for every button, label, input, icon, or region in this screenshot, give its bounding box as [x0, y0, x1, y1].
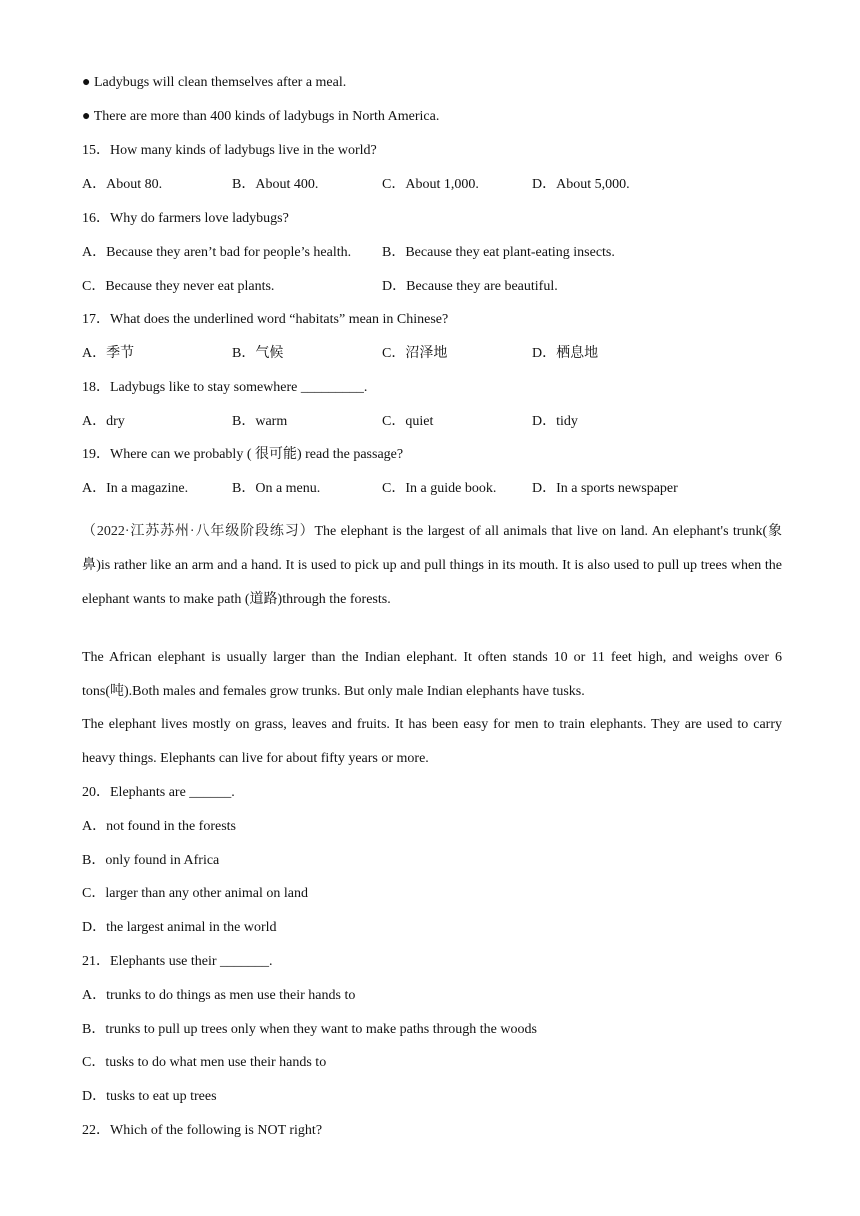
q18-option-d: D．tidy [532, 414, 578, 429]
q21-option-d: D．tusks to eat up trees [82, 1089, 217, 1104]
q19-option-a: A．In a magazine. [82, 481, 189, 496]
q18-option-b: B．warm [232, 414, 288, 429]
q15-option-b: B．About 400. [232, 177, 319, 192]
q20-option-a: A．not found in the forests [82, 819, 236, 834]
q18-option-a: A．dry [82, 414, 125, 429]
question-16: 16．Why do farmers love ladybugs? [82, 211, 289, 226]
q19-option-b: B．On a menu. [232, 481, 321, 496]
question-16-options-ab [82, 244, 782, 262]
question-15: 15．How many kinds of ladybugs live in the world? [82, 143, 377, 158]
passage-paragraph-1-text: The elephant is the largest of all animals that live on land. An elephant's trunk(象鼻)is rather like an arm and a hand. It is used to pick up and pull things in its mouth. It is also used to pull up trees when the elephant wants to make path (道路)through the forests. [82, 524, 782, 607]
question-17-options [82, 345, 782, 363]
question-20: 20．Elephants are ______. [82, 785, 235, 800]
q21-option-a: A．trunks to do things as men use their hands to [82, 988, 356, 1003]
question-16-options-cd [82, 278, 782, 296]
q17-option-b: B．气候 [232, 346, 284, 361]
q20-option-d: D．the largest animal in the world [82, 920, 277, 935]
question-21: 21．Elephants use their _______. [82, 954, 273, 969]
question-18: 18．Ladybugs like to stay somewhere _________. [82, 380, 368, 395]
q20-option-c: C．larger than any other animal on land [82, 886, 309, 901]
q18-option-c: C．quiet [382, 414, 434, 429]
q20-option-b: B．only found in Africa [82, 853, 220, 868]
q21-option-c: C．tusks to do what men use their hands to [82, 1055, 327, 1070]
passage-paragraph-1 [82, 515, 782, 617]
question-17: 17．What does the underlined word “habitats” mean in Chinese? [82, 312, 449, 327]
bullet-kinds-north-america: ● There are more than 400 kinds of ladybugs in North America. [82, 109, 440, 124]
question-19-options [82, 480, 782, 498]
passage-source: （2022·江苏苏州·八年级阶段练习） [82, 524, 315, 539]
q19-option-d: D．In a sports newspaper [532, 481, 678, 496]
question-15-options [82, 176, 782, 194]
q16-option-b: B．Because they eat plant-eating insects. [382, 245, 615, 260]
question-22: 22．Which of the following is NOT right? [82, 1123, 323, 1138]
q16-option-a: A．Because they aren’t bad for people’s health. [82, 245, 352, 260]
q17-option-c: C．沼泽地 [382, 346, 448, 361]
passage-paragraph-3: The elephant lives mostly on grass, leaves and fruits. It has been easy for men to train elephants. They are used to carry heavy things. Elephants can live for about fifty years or more. [82, 717, 782, 766]
q17-option-a: A．季节 [82, 346, 135, 361]
q15-option-d: D．About 5,000. [532, 177, 630, 192]
q16-option-d: D．Because they are beautiful. [382, 279, 558, 294]
q21-option-b: B．trunks to pull up trees only when they want to make paths through the woods [82, 1022, 537, 1037]
q15-option-a: A．About 80. [82, 177, 163, 192]
question-18-options [82, 413, 782, 431]
q15-option-c: C．About 1,000. [382, 177, 479, 192]
bullet-clean-after-meal: ● Ladybugs will clean themselves after a meal. [82, 75, 347, 90]
q16-option-c: C．Because they never eat plants. [82, 279, 275, 294]
passage-paragraph-2: The African elephant is usually larger than the Indian elephant. It often stands 10 or 11 feet high, and weighs over 6 tons(吨).Both males and females grow trunks. But only male Indian elephants have tusks. [82, 650, 782, 699]
q19-option-c: C．In a guide book. [382, 481, 497, 496]
question-19: 19．Where can we probably ( 很可能) read the passage? [82, 447, 404, 462]
q17-option-d: D．栖息地 [532, 346, 599, 361]
